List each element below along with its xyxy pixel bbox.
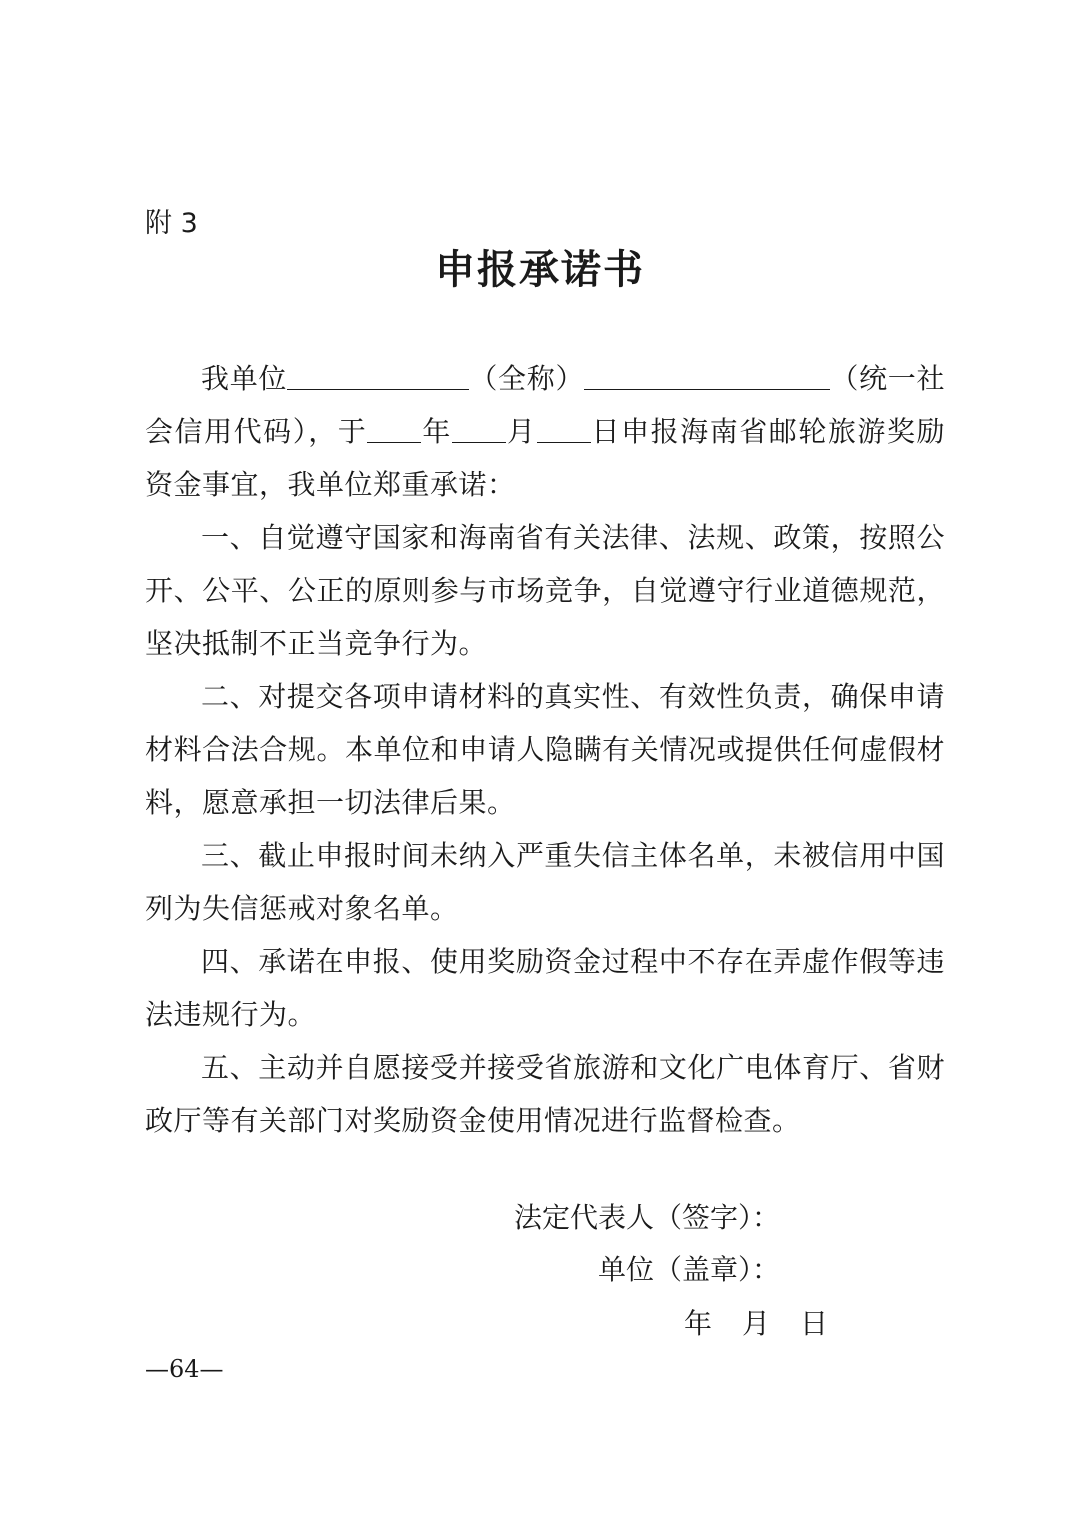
intro-text-4: 日申报海南省邮轮旅游奖励资金事宜，我单位郑重承诺：: [145, 415, 945, 501]
intro-text-3: （统一社会信用代码），于: [145, 362, 945, 448]
year-blank: [367, 414, 421, 443]
signature-date: [684, 1304, 828, 1344]
document-title: 申报承诺书: [435, 246, 645, 293]
date-month: 月: [742, 1307, 771, 1340]
day-blank: [537, 414, 591, 443]
clause-2: 二、对提交各项申请材料的真实性、有效性负责，确保申请材料合法合规。本单位和申请人隐瞒有关情况或提供任何虚假材料，愿意承担一切法律后果。: [145, 680, 945, 819]
page-number: —64—: [145, 1355, 224, 1383]
attachment-label: 附 3: [145, 208, 198, 239]
unit-name-blank: [287, 361, 469, 390]
date-day: 日: [800, 1307, 829, 1340]
unit-seal: 单位（盖章）：: [597, 1253, 780, 1286]
intro-year: 年: [421, 415, 452, 448]
clause-4: 四、承诺在申报、使用奖励资金过程中不存在弄虚作假等违法违规行为。: [145, 945, 945, 1031]
intro-text-1: 我单位: [201, 362, 288, 395]
intro-paragraph: [145, 352, 945, 511]
intro-month: 月: [505, 415, 537, 448]
clause-3: 三、截止申报时间未纳入严重失信主体名单，未被信用中国列为失信惩戒对象名单。: [145, 839, 945, 925]
date-year: 年: [684, 1307, 713, 1340]
clause-1: 一、自觉遵守国家和海南省有关法律、法规、政策，按照公开、公平、公正的原则参与市场竞争，自觉遵守行业道德规范，坚决抵制不正当竞争行为。: [145, 521, 945, 660]
document-body: [145, 352, 945, 1147]
credit-code-blank: [584, 361, 830, 390]
clause-5: 五、主动并自愿接受并接受省旅游和文化广电体育厅、省财政厅等有关部门对奖励资金使用情况进行监督检查。: [145, 1051, 945, 1137]
month-blank: [452, 414, 506, 443]
legal-representative-signature: 法定代表人（签字）：: [513, 1201, 780, 1234]
intro-text-2: （全称）: [469, 362, 585, 395]
